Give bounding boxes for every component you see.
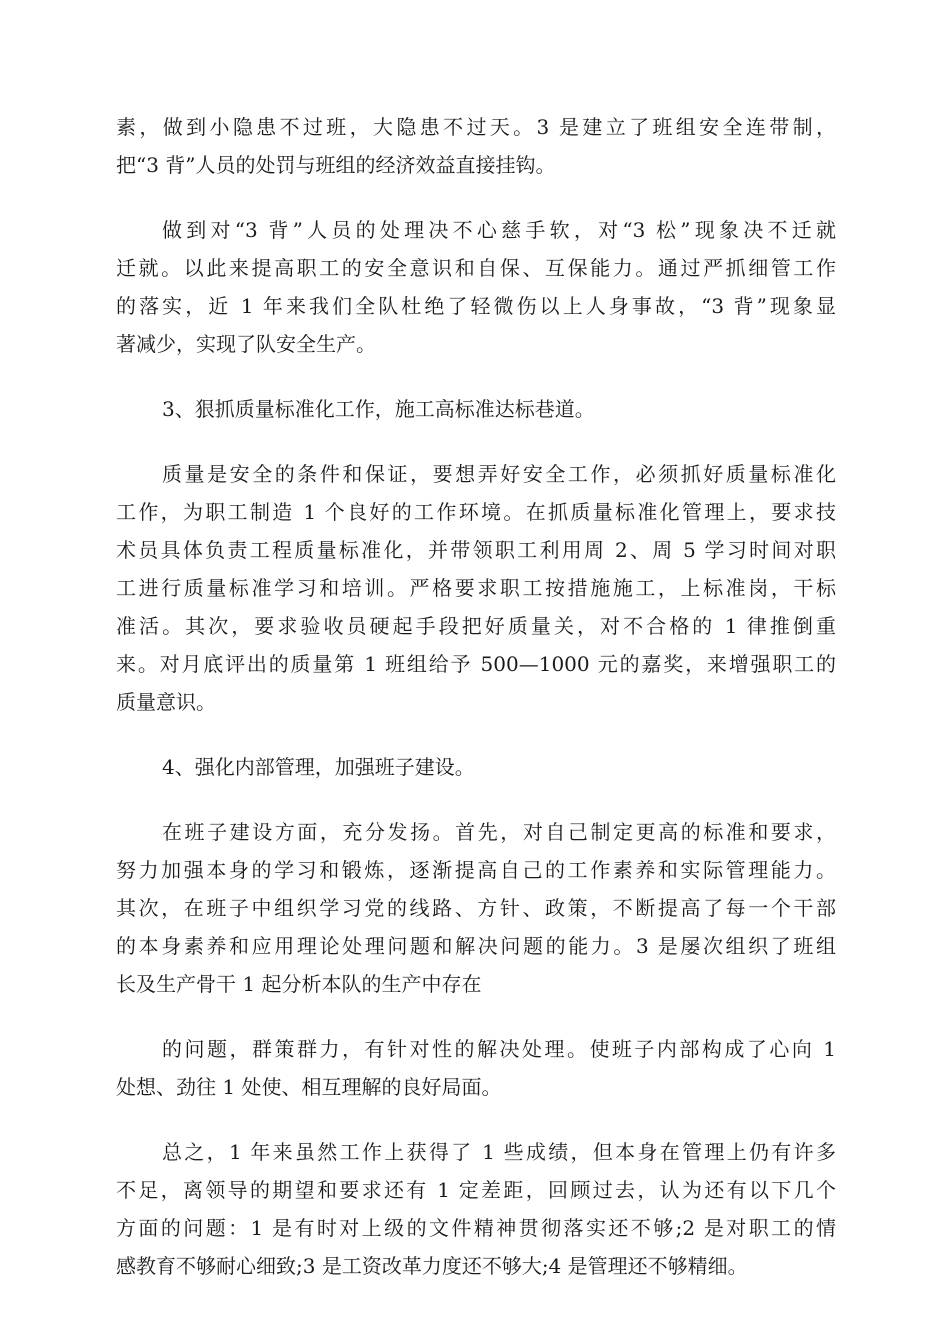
text-line: 的落实，近 1 年来我们全队杜绝了轻微伤以上人身事故，“3 背”现象显 [116, 294, 836, 318]
text-line: 长及生产骨干 1 起分析本队的生产中存在 [116, 972, 482, 996]
text-line: 其次，在班子中组织学习党的线路、方针、政策，不断提高了每一个干部 [116, 896, 836, 920]
text-line: 把“3 背”人员的处罚与班组的经济效益直接挂钩。 [116, 153, 556, 177]
text-line: 努力加强本身的学习和锻炼，逐渐提高自己的工作素养和实际管理能力。 [116, 858, 836, 882]
text-line: 工进行质量标准学习和培训。严格要求职工按措施施工，上标准岗，干标 [116, 576, 836, 600]
text-line: 不足，离领导的期望和要求还有 1 定差距，回顾过去，认为还有以下几个 [116, 1178, 836, 1202]
text-line: 的本身素养和应用理论处理问题和解决问题的能力。3 是屡次组织了班组 [116, 934, 836, 958]
paragraph [116, 1030, 836, 1106]
text-line: 在班子建设方面，充分发扬。首先，对自己制定更高的标准和要求， [162, 820, 836, 844]
document-body [116, 108, 836, 1285]
text-line: 感教育不够耐心细致;3 是工资改革力度还不够大;4 是管理还不够精细。 [116, 1254, 748, 1278]
text-line: 处想、劲往 1 处使、相互理解的良好局面。 [116, 1075, 502, 1099]
paragraph [116, 1133, 836, 1285]
text-line: 的问题，群策群力，有针对性的解决处理。使班子内部构成了心向 1 [162, 1037, 836, 1061]
text-line: 工作，为职工制造 1 个良好的工作环境。在抓质量标准化管理上，要求技 [116, 500, 836, 524]
text-line: 方面的问题：1 是有时对上级的文件精神贯彻落实还不够;2 是对职工的情 [116, 1216, 836, 1240]
text-line: 术员具体负责工程质量标准化，并带领职工利用周 2、周 5 学习时间对职 [116, 538, 836, 562]
text-line: 来。对月底评出的质量第 1 班组给予 500—1000 元的嘉奖，来增强职工的 [116, 652, 836, 676]
text-line: 质量意识。 [116, 690, 216, 714]
paragraph [116, 211, 836, 363]
paragraph [116, 813, 836, 1003]
section-heading [116, 748, 836, 786]
paragraph [116, 455, 836, 721]
section-heading [116, 390, 836, 428]
text-line: 4、强化内部管理，加强班子建设。 [162, 755, 475, 779]
text-line: 迁就。以此来提高职工的安全意识和自保、互保能力。通过严抓细管工作 [116, 256, 836, 280]
text-line: 质量是安全的条件和保证，要想弄好安全工作，必须抓好质量标准化 [162, 462, 836, 486]
text-line: 著减少，实现了队安全生产。 [116, 332, 376, 356]
text-line: 准活。其次，要求验收员硬起手段把好质量关，对不合格的 1 律推倒重 [116, 614, 836, 638]
text-line: 总之，1 年来虽然工作上获得了 1 些成绩，但本身在管理上仍有许多 [162, 1140, 836, 1164]
text-line: 素，做到小隐患不过班，大隐患不过天。3 是建立了班组安全连带制， [116, 115, 836, 139]
paragraph [116, 108, 836, 184]
text-line: 做到对“3 背”人员的处理决不心慈手软，对“3 松”现象决不迁就 [162, 218, 836, 242]
text-line: 3、狠抓质量标准化工作，施工高标准达标巷道。 [162, 397, 595, 421]
